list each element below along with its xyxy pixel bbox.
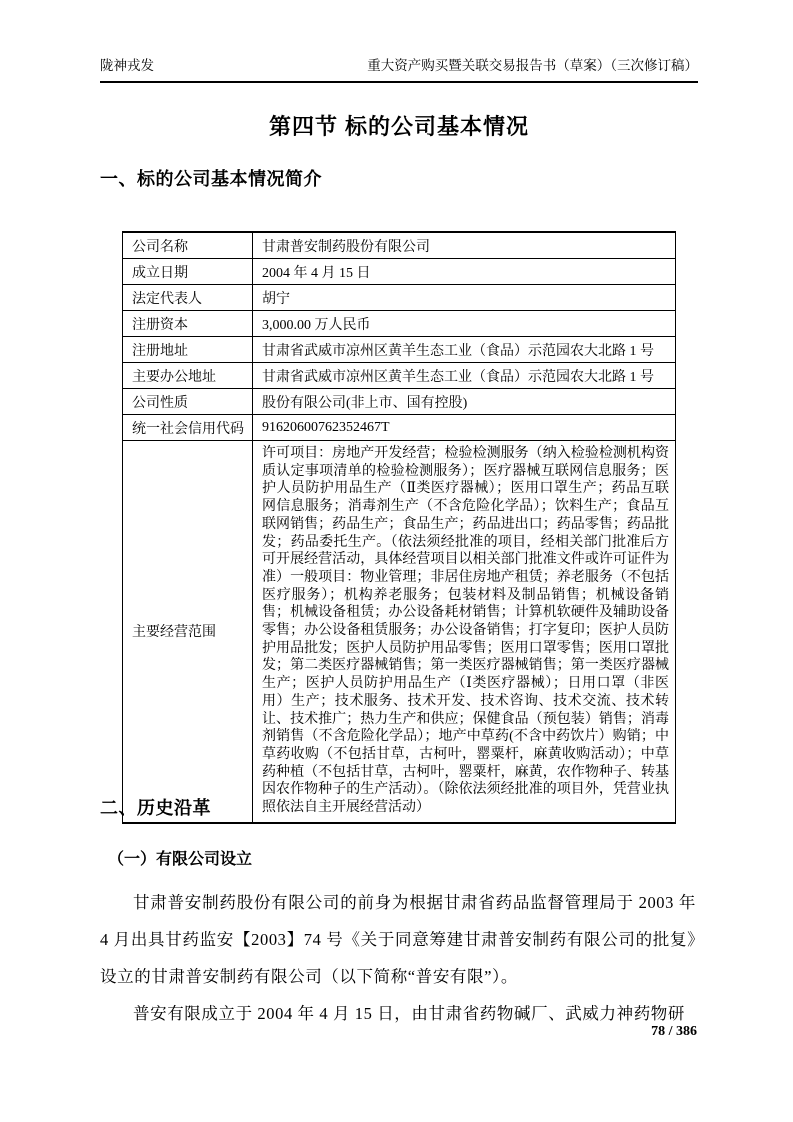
page-header xyxy=(100,54,698,83)
page-number: 78 / 386 xyxy=(651,1024,697,1039)
row-value: 股份有限公司(非上市、国有控股) xyxy=(253,389,676,415)
row-value: 甘肃省武威市凉州区黄羊生态工业（食品）示范园农大北路 1 号 xyxy=(253,363,676,389)
table-row xyxy=(123,285,676,311)
table-row xyxy=(123,311,676,337)
row-value: 胡宁 xyxy=(253,285,676,311)
row-value: 91620600762352467T xyxy=(253,415,676,441)
row-label: 注册地址 xyxy=(123,337,253,363)
table-row xyxy=(123,259,676,285)
body-paragraph-1: 甘肃普安制药股份有限公司的前身为根据甘肃省药品监督管理局于 2003 年 4 月出具甘药监安【2003】74 号《关于同意筹建甘肃普安制药有限公司的批复》设立的甘肃普安制药有限公司（以下简称“普安有限”）。 xyxy=(100,893,696,986)
row-label: 法定代表人 xyxy=(123,285,253,311)
row-label: 主要经营范围 xyxy=(123,441,253,823)
table-row xyxy=(123,363,676,389)
row-label: 公司性质 xyxy=(123,389,253,415)
row-label: 成立日期 xyxy=(123,259,253,285)
table-row xyxy=(123,415,676,441)
company-info-table xyxy=(122,231,676,824)
row-value: 甘肃省武威市凉州区黄羊生态工业（食品）示范园农大北路 1 号 xyxy=(253,337,676,363)
table-row xyxy=(123,232,676,259)
row-label: 注册资本 xyxy=(123,311,253,337)
chapter-title: 第四节 标的公司基本情况 xyxy=(268,114,530,139)
row-label: 主要办公地址 xyxy=(123,363,253,389)
table-row xyxy=(123,337,676,363)
row-value-business-scope: 许可项目：房地产开发经营；检验检测服务（纳入检验检测机构资质认定事项清单的检验检测服务）；医疗器械互联网信息服务；医护人员防护用品生产（Ⅱ类医疗器械）；医用口罩生产；药品互联网信息服务；消毒剂生产（不含危险化学品）；饮料生产；食品互联网销售；药品生产；食品生产；药品进出口；药品零售；药品批发；药品委托生产。（依法须经批准的项目，经相关部门批准后方可开展经营活动，具体经营项目以相关部门批准文件或许可证件为准）一般项目：物业管理；非居住房地产租赁；养老服务（不包括医疗服务）；机构养老服务；包装材料及制品销售；机械设备销售；机械设备租赁；办公设备耗材销售；计算机软硬件及辅助设备零售；办公设备租赁服务；办公设备销售；打字复印；医护人员防护用品批发；医护人员防护用品零售；医用口罩零售；医用口罩批发；第二类医疗器械销售；第一类医疗器械销售；第一类医疗器械生产；医护人员防护用品生产（Ⅰ类医疗器械）；日用口罩（非医用）生产；技术服务、技术开发、技术咨询、技术交流、技术转让、技术推广；热力生产和供应；保健食品（预包装）销售；消毒剂销售（不含危险化学品）；地产中草药(不含中药饮片）购销；中草药收购（不包括甘草，古柯叶，罂粟杆，麻黄收购活动）；中草药种植（不包括甘草，古柯叶，罂粟杆，麻黄，农作物种子、转基因农作物种子的生产活动）。（除依法须经批准的项目外，凭营业执照依法自主开展经营活动） xyxy=(253,441,676,823)
row-value: 3,000.00 万人民币 xyxy=(253,311,676,337)
header-right-title: 重大资产购买暨关联交易报告书（草案）（三次修订稿） xyxy=(367,58,698,73)
row-value: 甘肃普安制药股份有限公司 xyxy=(253,232,676,259)
table-row-business-scope xyxy=(123,441,676,823)
section-2-sub-1-heading: （一）有限公司设立 xyxy=(108,851,253,868)
row-label: 公司名称 xyxy=(123,232,253,259)
row-value: 2004 年 4 月 15 日 xyxy=(253,259,676,285)
row-label: 统一社会信用代码 xyxy=(123,415,253,441)
section-1-heading: 一、标的公司基本情况简介 xyxy=(100,169,322,189)
body-paragraph-2: 普安有限成立于 2004 年 4 月 15 日，由甘肃省药物碱厂、武威力神药物研 xyxy=(133,1004,685,1023)
table-row xyxy=(123,389,676,415)
header-left-title: 陇神戎发 xyxy=(100,58,154,73)
section-2-heading: 二、历史沿革 xyxy=(100,798,211,818)
